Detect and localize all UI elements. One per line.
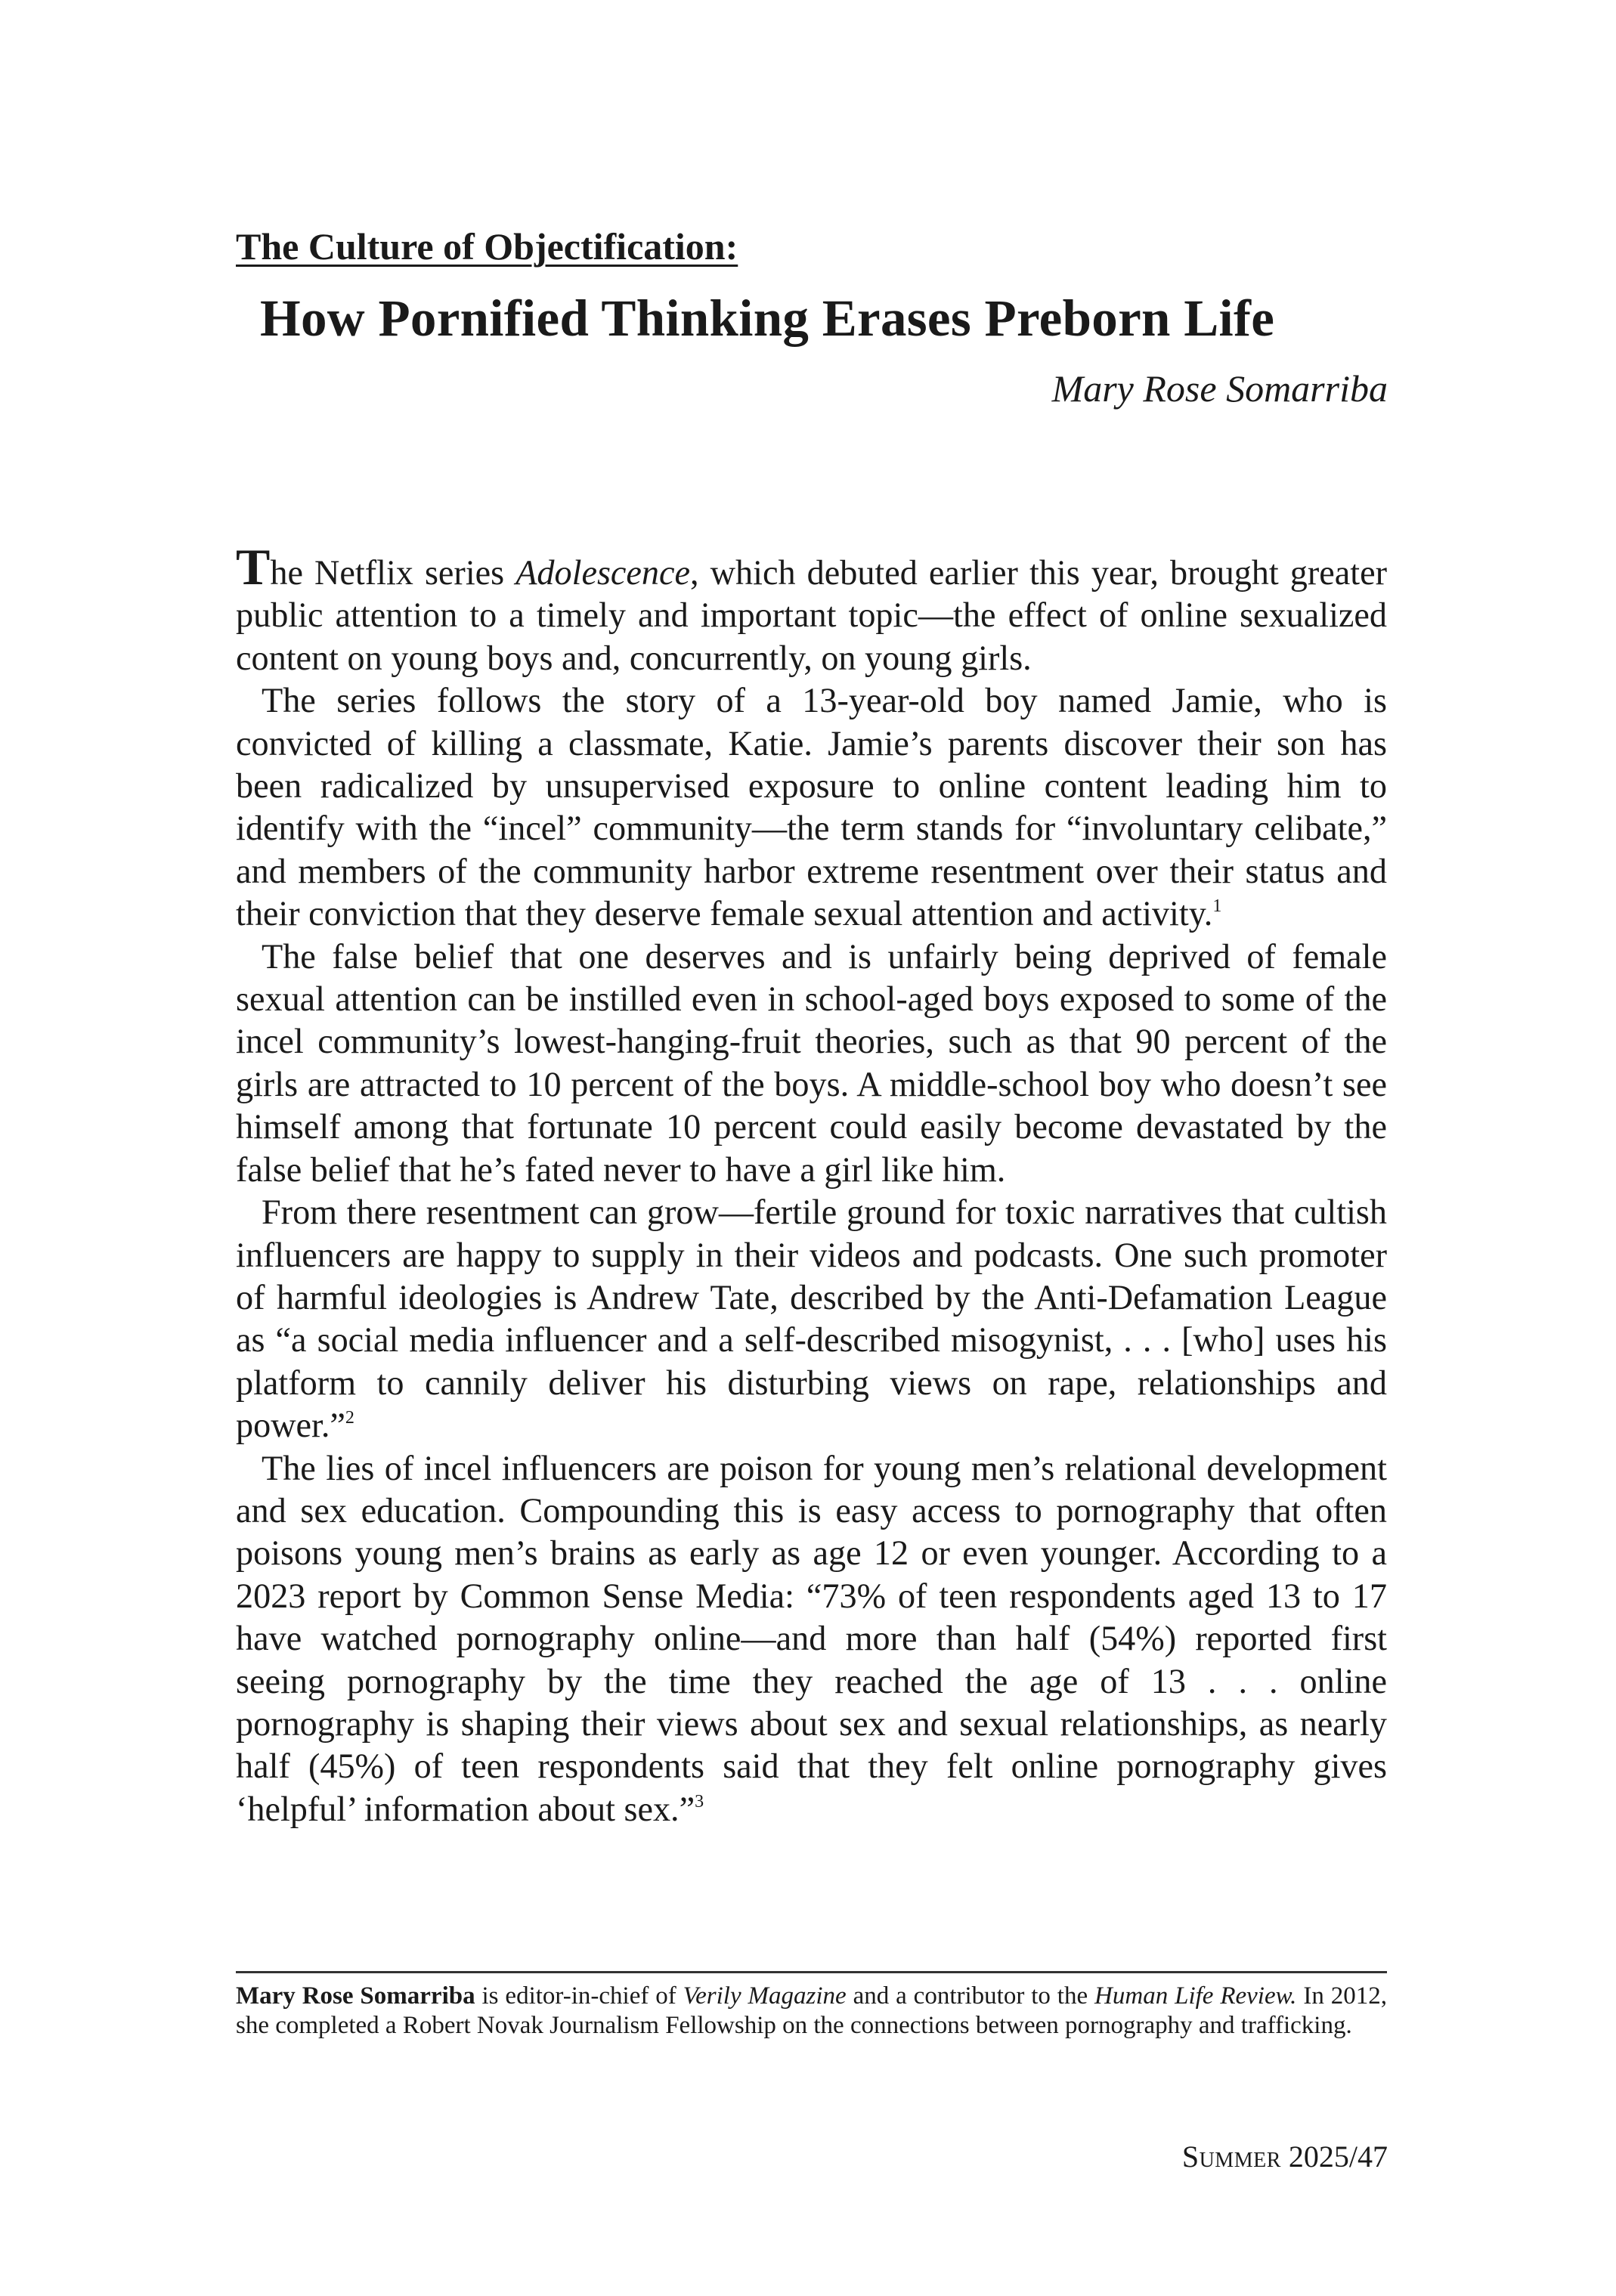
drop-cap: T <box>236 538 271 596</box>
footnote-ref-1: 1 <box>1212 896 1222 917</box>
footnote-ref-2: 2 <box>345 1408 354 1428</box>
paragraph-3-text: The false belief that one deserves and is unfairly being deprived of female sexual attention can be instilled even in school-aged boys exposed to some of the incel community’s lowest-hanging-fruit theories, such as that 90 percent of the girls are attracted to 10 percent of the boys. A middle-school boy who doesn’t see himself among that fortunate 10 percent could easily become devastated by the false belief that he’s fated never to have a girl like him. <box>236 936 1387 1189</box>
paragraph-5-text: The lies of incel influencers are poison for young men’s relational development and sex education. Compounding this is easy access to pornography that often poisons young men’s brains as early as age 12 or even younger. According to a 2023 report by Common Sense Media: “73% of teen respondents aged 13 to 17 have watched pornography online—and more than half (54%) reported first seeing pornography by the time they reached the age of 13 . . . online pornography is shaping their views about sex and sexual relationships, as nearly half (45%) of teen respondents said that they felt online pornography gives ‘helpful’ information about sex.” <box>236 1448 1387 1828</box>
paragraph-5 <box>236 1447 1387 1831</box>
article-author: Mary Rose Somarriba <box>1051 367 1388 410</box>
paragraph-2-text: The series follows the story of a 13-year-old boy named Jamie, who is convicted of killing a classmate, Katie. Jamie’s parents discover their son has been radicalized by unsupervised exposure to online content leading him to identify with the “incel” community—the term stands for “involuntary celibate,” and members of the community harbor extreme resentment over their status and their conviction that they deserve female sexual attention and activity. <box>236 681 1387 933</box>
paragraph-1 <box>236 538 1387 679</box>
paragraph-4 <box>236 1191 1387 1447</box>
article-title: How Pornified Thinking Erases Preborn Life <box>260 289 1275 347</box>
bio-text-2: and a contributor to the <box>846 1982 1095 2010</box>
article-kicker: The Culture of Objectification: <box>236 225 738 268</box>
bio-divider <box>236 1971 1387 1973</box>
paragraph-3 <box>236 936 1387 1191</box>
paragraph-2 <box>236 679 1387 935</box>
footer-page-number: 2025/47 <box>1280 2140 1388 2174</box>
series-title: Adolescence <box>515 553 691 592</box>
paragraph-4-text: From there resentment can grow—fertile ground for toxic narratives that cultish influencers are happy to supply in their videos and podcasts. One such promoter of harmful ideologies is Andrew Tate, described by the Anti-Defamation League as “a social media influencer and a self-described misogynist, . . . [who] uses his platform to cannily deliver his disturbing views on rape, relationships and power.” <box>236 1193 1387 1445</box>
author-bio <box>236 1982 1387 2041</box>
page-footer <box>1182 2139 1388 2175</box>
footer-season: Summer <box>1181 2140 1281 2174</box>
article-body <box>236 538 1387 1830</box>
footnote-ref-3: 3 <box>695 1791 704 1812</box>
bio-publication-2: Human Life Review. <box>1094 1982 1297 2010</box>
bio-text-3: In 2012, she completed a Robert Novak Journalism Fellowship on the connections between pornography and trafficking. <box>236 1982 1387 2039</box>
bio-name: Mary Rose Somarriba <box>236 1982 475 2010</box>
paragraph-1-lead: he Netflix series <box>270 553 516 592</box>
bio-text-1: is editor-in-chief of <box>475 1982 683 2010</box>
bio-publication-1: Verily Magazine <box>683 1982 847 2010</box>
paragraph-1-rest: , which debuted earlier this year, brought greater public attention to a timely and important topic—the effect of online sexualized content on young boys and, concurrently, on young girls. <box>236 553 1387 677</box>
